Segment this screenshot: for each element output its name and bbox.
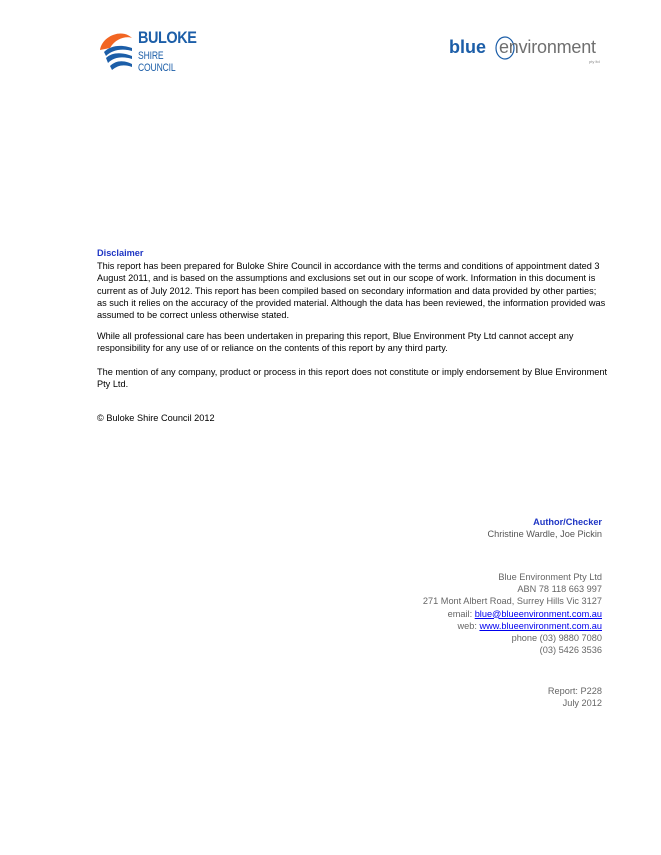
buloke-shire-council-logo [98, 28, 208, 72]
buloke-logo-emblem-icon [98, 28, 136, 70]
company-abn: ABN 78 118 663 997 [517, 584, 602, 595]
company-name: Blue Environment Pty Ltd [498, 572, 602, 582]
report-info [548, 685, 602, 709]
author-names: Christine Wardle, Joe Pickin [487, 529, 602, 539]
report-number: Report: P228 [547, 686, 602, 696]
blue-logo-word: blue [449, 37, 487, 57]
report-date: July 2012 [562, 698, 602, 709]
disclaimer-paragraph-2: While all professional care has been undertaken in preparing this report, Blue Environment Pty Ltd cannot accept any responsibility for any use of or reliance on the contents of this report by any third party. [97, 331, 574, 354]
author-checker-label: Author/Checker [533, 517, 602, 527]
company-phone-2: (03) 5426 3536 [539, 645, 602, 656]
email-label: email: [447, 608, 475, 619]
disclaimer-paragraph-3: The mention of any company, product or process in this report does not constitute or imply endorsement by Blue Environment Pty Ltd. [97, 367, 607, 390]
company-address: 271 Mont Albert Road, Surrey Hills Vic 3127 [422, 596, 602, 607]
company-phone-1: phone (03) 9880 7080 [511, 633, 602, 644]
email-link[interactable]: blue@blueenvironment.com.au [474, 608, 602, 619]
web-label: web: [457, 620, 480, 631]
web-link[interactable]: www.blueenvironment.com.au [479, 620, 602, 631]
company-email-line [423, 608, 602, 620]
buloke-logo-subtitle: SHIRE COUNCIL [138, 50, 176, 74]
buloke-logo-name: BULOKE [138, 28, 197, 47]
environment-logo-word: environment [499, 37, 596, 57]
company-details [423, 571, 602, 656]
pty-ltd-label: pty ltd [589, 59, 600, 64]
disclaimer-heading: Disclaimer [97, 248, 144, 258]
company-web-line [423, 620, 602, 632]
disclaimer-paragraph-1: This report has been prepared for Buloke Shire Council in accordance with the terms and conditions of appointment dated 3 August 2011, and is based on the assumptions and exclusions set out in our scope of work. Information in this document is current as of July 2012. This report has been compiled based on secondary information and data provided by other parties; as such it relies on the accuracy of the provided material. Although the data has been reviewed, the information provided was assumed to be correct unless otherwise stated. [97, 261, 606, 321]
blue-environment-logo [449, 37, 609, 67]
copyright-notice: © Buloke Shire Council 2012 [97, 413, 215, 423]
